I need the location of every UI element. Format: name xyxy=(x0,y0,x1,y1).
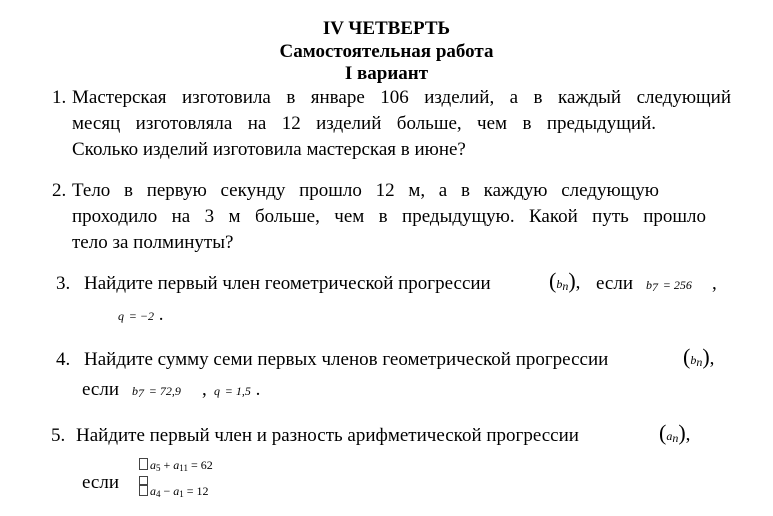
task-line: Тело в первую секунду прошло 12 м, а в каждую следующую xyxy=(72,180,659,201)
term-value: = 72,9 xyxy=(148,384,181,398)
term-symbol: a xyxy=(173,458,180,472)
brace-glyph xyxy=(139,484,148,496)
condition-q: q = 1,5 . xyxy=(214,379,261,400)
term-symbol: b xyxy=(132,384,138,398)
equation-2 xyxy=(139,484,213,500)
task-number: 5. xyxy=(51,425,66,446)
term-index: 1 xyxy=(179,489,184,499)
work-title: Самостоятельная работа xyxy=(279,41,494,62)
condition-b7 xyxy=(646,271,692,300)
term-index: 5 xyxy=(156,463,161,473)
term-symbol: a xyxy=(150,458,156,472)
condition-b7 xyxy=(132,377,181,406)
sequence-symbol: b xyxy=(556,277,563,291)
task-number: 2. xyxy=(52,180,67,201)
condition-q: q = −2 . xyxy=(118,304,164,325)
operator: + xyxy=(163,458,171,472)
task-text: Найдите сумму семи первых членов геометрической прогрессии xyxy=(84,349,609,370)
task-line: тело за полминуты? xyxy=(72,232,234,253)
term-value: = 256 xyxy=(662,278,692,292)
comma: , xyxy=(712,273,717,294)
task-line: месяц изготовляла на 12 изделий больше, чем в предыдущий. xyxy=(72,113,656,134)
task-line: Сколько изделий изготовила мастерская в июне? xyxy=(72,139,466,160)
equation-system xyxy=(139,458,213,500)
term-index: 11 xyxy=(179,463,188,473)
task-line: проходило на 3 м больше, чем в предыдущую. Какой путь прошло xyxy=(72,206,706,227)
term-index: 7 xyxy=(138,386,144,400)
comma: , xyxy=(202,379,207,400)
task-number: 4. xyxy=(56,349,71,370)
sequence-formula: $(b_n)$, xyxy=(549,268,581,293)
term-index: 7 xyxy=(652,280,658,294)
ratio-symbol: q xyxy=(118,309,124,323)
sequence-symbol: a xyxy=(666,429,673,443)
if-word: если xyxy=(82,379,119,400)
ratio-symbol: q xyxy=(214,384,220,398)
task-line: Мастерская изготовила в январе 106 изделий, а в каждый следующий xyxy=(72,87,731,108)
if-word: если xyxy=(82,472,119,493)
equation-value: = 12 xyxy=(186,484,209,498)
sequence-formula: $(b_n)$, xyxy=(683,344,715,369)
term-symbol: a xyxy=(150,484,156,498)
sequence-index: n xyxy=(562,279,569,293)
term-symbol: b xyxy=(646,278,652,292)
ratio-value: = 1,5 xyxy=(224,384,251,398)
quarter-heading: IV ЧЕТВЕРТЬ xyxy=(322,18,451,39)
sequence-symbol: b xyxy=(690,353,697,367)
task-number: 1. xyxy=(52,87,67,108)
equation-value: = 62 xyxy=(190,458,213,472)
task-number: 3. xyxy=(56,273,71,294)
sequence-index: n xyxy=(696,355,703,369)
variant-title: I вариант xyxy=(344,63,429,84)
task-text: Найдите первый член и разность арифметической прогрессии xyxy=(76,425,579,446)
brace-glyph xyxy=(139,458,148,470)
sequence-formula: $(a_n)$, xyxy=(659,420,691,445)
term-index: 4 xyxy=(156,489,161,499)
ratio-value: = −2 xyxy=(128,309,154,323)
brace-middle xyxy=(139,474,213,484)
task-text: Найдите первый член геометрической прогрессии xyxy=(84,273,491,294)
term-symbol: a xyxy=(173,484,180,498)
equation-1 xyxy=(139,458,213,474)
if-word: если xyxy=(596,273,633,294)
operator: − xyxy=(163,484,171,498)
sequence-index: n xyxy=(672,431,679,445)
